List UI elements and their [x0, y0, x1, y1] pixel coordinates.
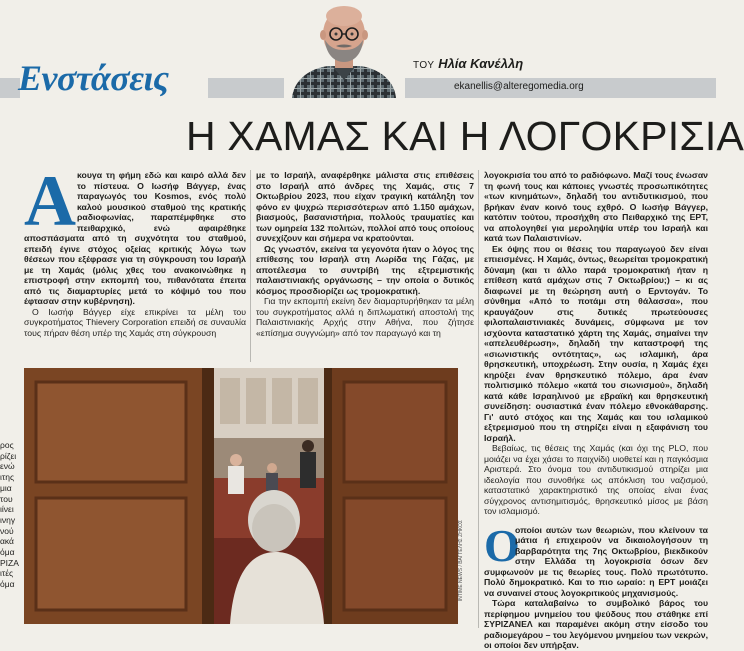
- fragment-line: του: [0, 493, 13, 504]
- column-rule: [250, 170, 251, 362]
- fragment-line: όμα: [0, 579, 15, 590]
- fragment-line: ινηγ: [0, 514, 16, 525]
- author-byline: [413, 56, 523, 71]
- article-photo: [24, 368, 458, 624]
- fragment-line: ακά: [0, 536, 14, 547]
- paragraph: οποίοι αυτών των θεωριών, που κλείνουν τα μάτια ή επιχειρούν να δικαιολογήσουν τη βαρβαρότητα της 7ης Οκτωβρίου, βιεκδικούν στην Ελλάδα τη λογοκρισία όσων δεν συμφωνούν με τις θεωρίες τους. Πολύ πρωτότυπο. Πολύ δημοκρατικό. Και το πιο ωραίο: η ΕΡΤ μοιάζει να συναινεί στους λογοκριτικούς μηχανισμούς.: [484, 524, 708, 598]
- paragraph: Τώρα καταλαβαίνω το συμβολικό βάρος του περίφημου μνημείου του ψεύδους που στάθηκε επί ΣΥΡΙΖΑΝΕΛ και παραμένει ακόμη στην είσοδο του ραδιομεγάρου – του λεγόμενου μνημείου των νεκρών, οι οποίοι δεν υπήρξαν.: [484, 598, 708, 650]
- paragraph: κουγα τη φήμη εδώ και καιρό αλλά δεν το πίστευα. Ο Ιωσήφ Βάγγερ, ένας παραγωγός του Kosmos, ενός πολύ καλού μουσικού σταθμού της κρατικής ραδιοφωνίας, παραπέμφθηκε στο πειθαρχικό, ενώ αφαιρέθηκε αποσπάσματα από τη συχνότητα του σταθμού, επειδή έγινε στόχος οξείας κριτικής λόγω των θέσεων που εξέφρασε για τη σύγκρουση του Ισραήλ με τη Χαμάς (μόλις χθες του ανακοινώθηκε η επιστροφή στην εκπομπή του, πιθανότατα έπειτα από τις διαμαρτυρίες μετά το κόψιμό του που έφτασαν στην κυβέρνηση).: [24, 170, 246, 306]
- fragment-line: όμα: [0, 547, 15, 558]
- adjacent-column-fragment: [0, 440, 22, 630]
- fragment-line: ιίνει: [0, 504, 14, 515]
- fragment-line: ιτές: [0, 568, 14, 579]
- article-column-2: [256, 170, 474, 338]
- fragment-line: ΡΙΖΑ: [0, 557, 19, 568]
- fragment-line: ρίζει: [0, 450, 17, 461]
- author-photo: [284, 2, 404, 98]
- paragraph: με το Ισραήλ, αναφέρθηκε μάλιστα στις επιθέσεις στο Ισραήλ από άνδρες της Χαμάς, στις 7 Οκτωβρίου 2023, που είχαν τραγική κατάληξη τον φόνο εν ψυχρώ περισσότερων από 1.150 αμάχων, βιασμούς, βασανιστήρια, πολλούς τραυματίες και των ομηρεία 132 πολιτών, πολλοί από τους οποίους συνεχίζουν και σήμερα να κρατούνται.: [256, 170, 474, 243]
- fragment-line: νού: [0, 525, 14, 536]
- author-name: Ηλία Κανέλλη: [438, 56, 524, 71]
- paragraph: Βεβαίως, τις θέσεις της Χαμάς (και όχι της PLO, που μοιάζει να έχει χάσει το παιχνίδι) υιοθετεί και η παγκόσμια Αριστερά. Στο όνομα του αντιδυτικισμού στηρίζει μια ιδεολογία που συνοθήκε ως απόκλιση του ναζισμού, καταστατικό χαρακτηριστικό της οποίας είναι ένας σύγχρονος αντισημιτισμός, θρησκευτικό μίσος με βάση τον ισλαμισμό.: [484, 443, 708, 516]
- paragraph: Εκ όψης που οι θέσεις του παραγωγού δεν είναι επιεισμένες. Η Χαμάς, όντως, θεωρείται τρομοκρατική δύναμη (και τι άλλο παρά τρομοκρατική ήταν η επίθεση κατά αμάχων στις 7 Οκτωβρίου;) – κι ας διαφωνεί με τη θεώρηση αυτή ο Ερντογάν. Το σύνθημα «Από το ποτάμι στη θάλασσα», που κραυγάζουν στις δυτικές πρωτεύουσες φιλοπαλαιστινιακές δυνάμεις, σύμφωνα με τον ισχύοντα καταστατικό χάρτη της Χαμάς, σημαίνει την «απελευθέρωση», δηλαδή την καταστροφή της «σιωνιστικής οντότητας», ως ισλαμική, άρα θρησκευτική, υποχρέωση. Στην ουσία, η Χαμάς έχει κηρύξει έναν θρησκευτικό πόλεμο, άρα έναν πολιτισμικό πόλεμο «κατά του σιωνισμού», δηλαδή κατά κάθε Ισραηλινού με εβραϊκή και θρησκευτική συνείδηση: ουσιαστικά έναν πόλεμο εθνοκάθαρσης. Γι' αυτό στόχος και της Χαμάς και του ισλαμικού εξτρεμισμού που τη στηρίζει είναι η εξαφάνιση του Ισραήλ.: [484, 243, 708, 443]
- drop-cap: Ο: [484, 519, 520, 571]
- author-email: ekanellis@alteregomedia.org: [454, 81, 584, 92]
- article-column-1: [24, 161, 246, 338]
- fragment-line: ρος: [0, 440, 14, 450]
- paragraph: Για την εκπομπή εκείνη δεν διαμαρτυρήθηκαν τα μέλη του συγκροτήματος αλλά η διπλωματική αποστολή της Παλαιστινιακής Αρχής στην Αθήνα, που ζήτησε «επίσημα συγγνώμη» από τον παραγωγό και τη: [256, 296, 474, 338]
- byline-prefix: ΤΟΥ: [413, 60, 435, 71]
- headline: Η ΧΑΜΑΣ ΚΑΙ Η ΛΟΓΟΚΡΙΣΙΑ: [186, 113, 744, 159]
- paragraph: Ο Ιωσήφ Βάγγερ είχε επικρίνει τα μέλη του συγκροτήματος Thievery Corporation επειδή σε συναυλία τους πήραν θέση υπέρ της Χαμάς στη σύγκρουση: [24, 306, 246, 338]
- column-rubric: Ενστάσεις: [18, 58, 169, 98]
- fragment-line: ιτης: [0, 472, 15, 483]
- paragraph: λογοκρισία του από το ραδιόφωνο. Μαζί τους ένωσαν τη φωνή τους και κάποιες γνωστές προσωπικότητες «των κινημάτων», δηλαδή του αντιδυτικισμού, που βρήκαν έναν κοινό τους εχθρό. Ο Ιωσήφ Βάγγερ, κατόπιν τούτου, προσήχθη στο Πειθαρχικό της ΕΡΤ, να απολογηθεί για μεροληψία υπέρ του Ισραήλ και κατά των Παλαιστινίων.: [484, 170, 708, 243]
- article-column-3: [484, 170, 708, 650]
- fragment-line: μια: [0, 482, 12, 493]
- photo-credit: INTIME NEWS / ΒΑΓΓΕΛΗΣ ΖΗΚΟΣ: [458, 520, 464, 602]
- column-rule: [478, 170, 479, 628]
- paragraph: Ως γνωστόν, εκείνα τα γεγονότα ήταν ο λόγος της επίθεσης του Ισραήλ στη Λωρίδα της Γάζας, με αποτέλεσμα το συντρίβή της εξτρεμιστικής παλαιστινιακής οργάνωσης – την οποία ο δυτικός κόσμος προσδιορίζει ως τρομοκρατική.: [256, 243, 474, 296]
- fragment-line: ενώ: [0, 461, 15, 472]
- drop-cap: Α: [24, 161, 76, 241]
